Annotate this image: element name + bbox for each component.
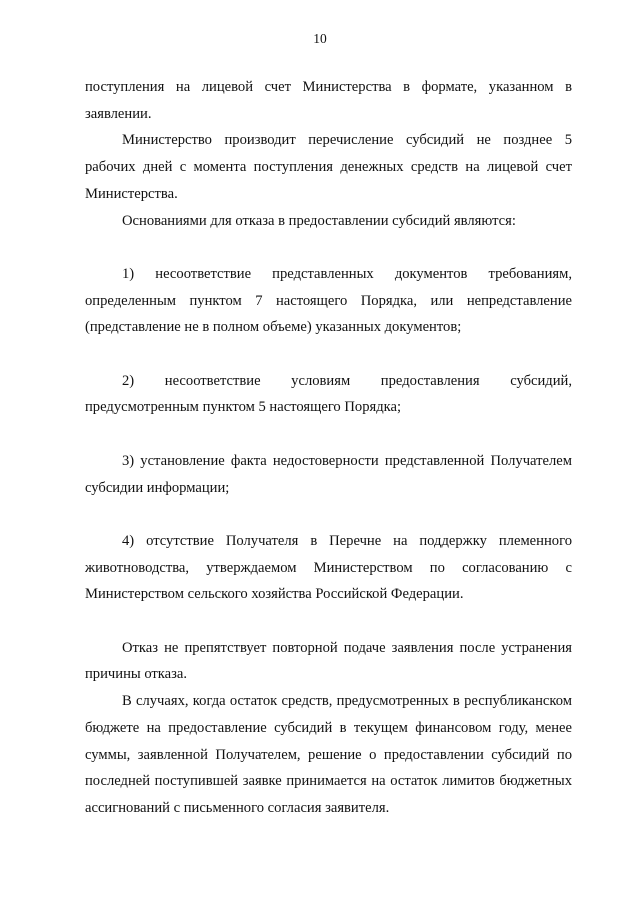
paragraph-continuation: поступления на лицевой счет Министерства в формате, указанном в заявлении.	[85, 79, 572, 122]
page-number: 10	[313, 31, 327, 46]
paragraph-refusal-grounds-intro: Основаниями для отказа в предоставлении субсидий являются:	[122, 212, 516, 229]
list-item-refusal-3: 3) установление факта недостоверности представленной Получателем субсидии информации;	[85, 452, 572, 496]
document-body	[85, 74, 572, 822]
paragraph-budget-remainder: В случаях, когда остаток средств, предусмотренных в республиканском бюджете на предоставление субсидий в текущем финансовом году, менее суммы, заявленной Получателем, решение о предоставлении субсидий по последней поступившей заявке принимается на остаток лимитов бюджетных ассигнований с письменного согласия заявителя.	[85, 693, 572, 816]
list-item-refusal-2: 2) несоответствие условиям предоставления субсидий, предусмотренным пунктом 5 настоящего Порядка;	[85, 372, 572, 416]
paragraph-transfer-terms: Министерство производит перечисление субсидий не позднее 5 рабочих дней с момента поступления денежных средств на лицевой счет Министерства.	[85, 132, 572, 202]
paragraph-reapplication: Отказ не препятствует повторной подаче заявления после устранения причины отказа.	[85, 639, 572, 683]
list-item-refusal-1: 1) несоответствие представленных документов требованиям, определенным пунктом 7 настоящего Порядка, или непредставление (представление не в полном объеме) указанных документов;	[85, 265, 572, 336]
list-item-refusal-4: 4) отсутствие Получателя в Перечне на поддержку племенного животноводства, утверждаемом Министерством по согласованию с Министерством сельского хозяйства Российской Федерации.	[85, 532, 572, 603]
